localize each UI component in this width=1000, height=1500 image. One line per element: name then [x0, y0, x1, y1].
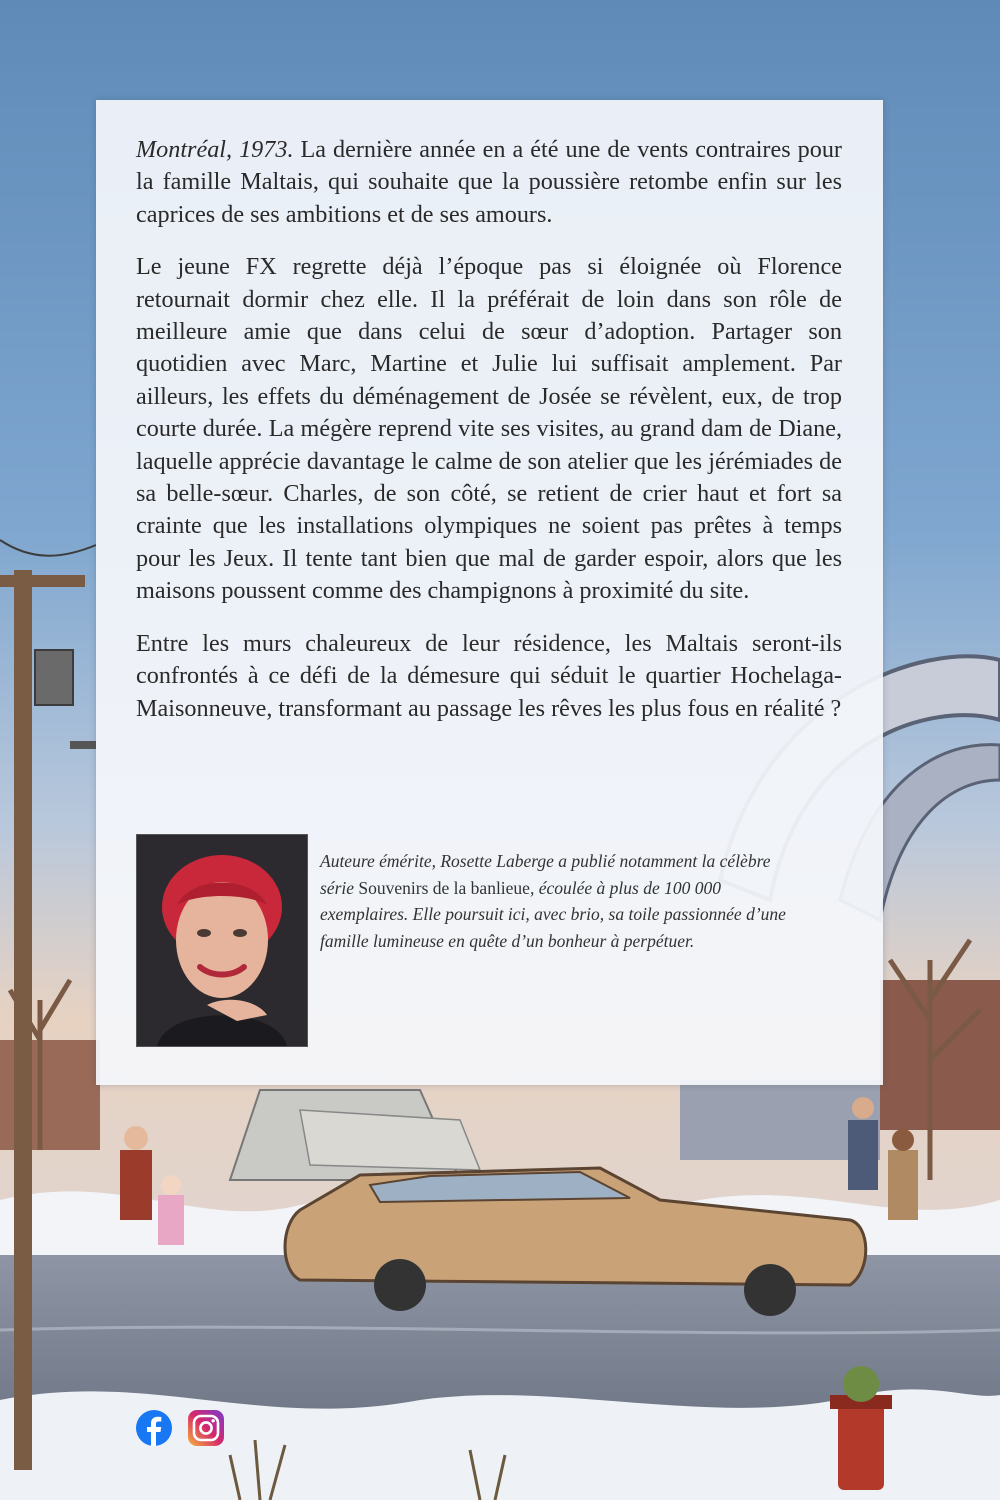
synopsis-paragraph-2: Le jeune FX regrette déjà l’époque pas si éloignée où Florence retournait dormir chez elle. Il la préférait de loin dans son rôle de meilleure amie que dans celui de sœur d’adoption. Partager son quotidien avec Marc, Martine et Julie lui suffisait amplement. Par ailleurs, les effets du déménagement de Josée se révèlent, eux, de trop courte durée. La mégère reprend vite ses visites, au grand dam de Diane, laquelle apprécie davantage le calme de son atelier que les jérémiades de sa belle-sœur. Charles, de son côté, se retient de crier haut et fort sa crainte que les installations olympiques ne soient pas prêtes à temps pour les Jeux. Il tente tant bien que mal de garder espoir, alors que les maisons poussent comme des champignons à proximité du site.: [136, 253, 842, 605]
author-bio-part-2: , écoulée à plus de 100 000 exemplaires. Elle poursuit ici, avec brio, sa toile passionnée d’une famille lumineuse en quête d’un bonheur à perpétuer.: [320, 877, 786, 951]
synopsis-paragraph-3: Entre les murs chaleureux de leur résidence, les Maltais seront-ils confrontés à ce défi de la démesure qui séduit le quartier Hochelaga-Maisonneuve, transformant au passage les rêves les plus fous en réalité ?: [136, 629, 842, 722]
author-bio-part-1: Auteure émérite, Rosette Laberge a publié notamment la célèbre série: [320, 851, 771, 898]
author-photo: [136, 834, 308, 1047]
paragraph-1-text: La dernière année en a été une de vents contraires pour la famille Maltais, qui souhaite que la poussière retombe enfin sur les caprices de ses ambitions et de ses amours.: [136, 136, 842, 228]
synopsis: [136, 134, 842, 745]
instagram-icon[interactable]: [188, 1410, 224, 1446]
author-bio: [320, 848, 790, 954]
facebook-icon[interactable]: [136, 1410, 172, 1446]
series-title: Souvenirs de la banlieue: [358, 877, 530, 898]
author-section: [136, 834, 842, 1049]
synopsis-paragraph-1: [136, 134, 842, 231]
building: [880, 980, 1000, 1130]
place-and-year: Montréal, 1973.: [136, 136, 294, 163]
